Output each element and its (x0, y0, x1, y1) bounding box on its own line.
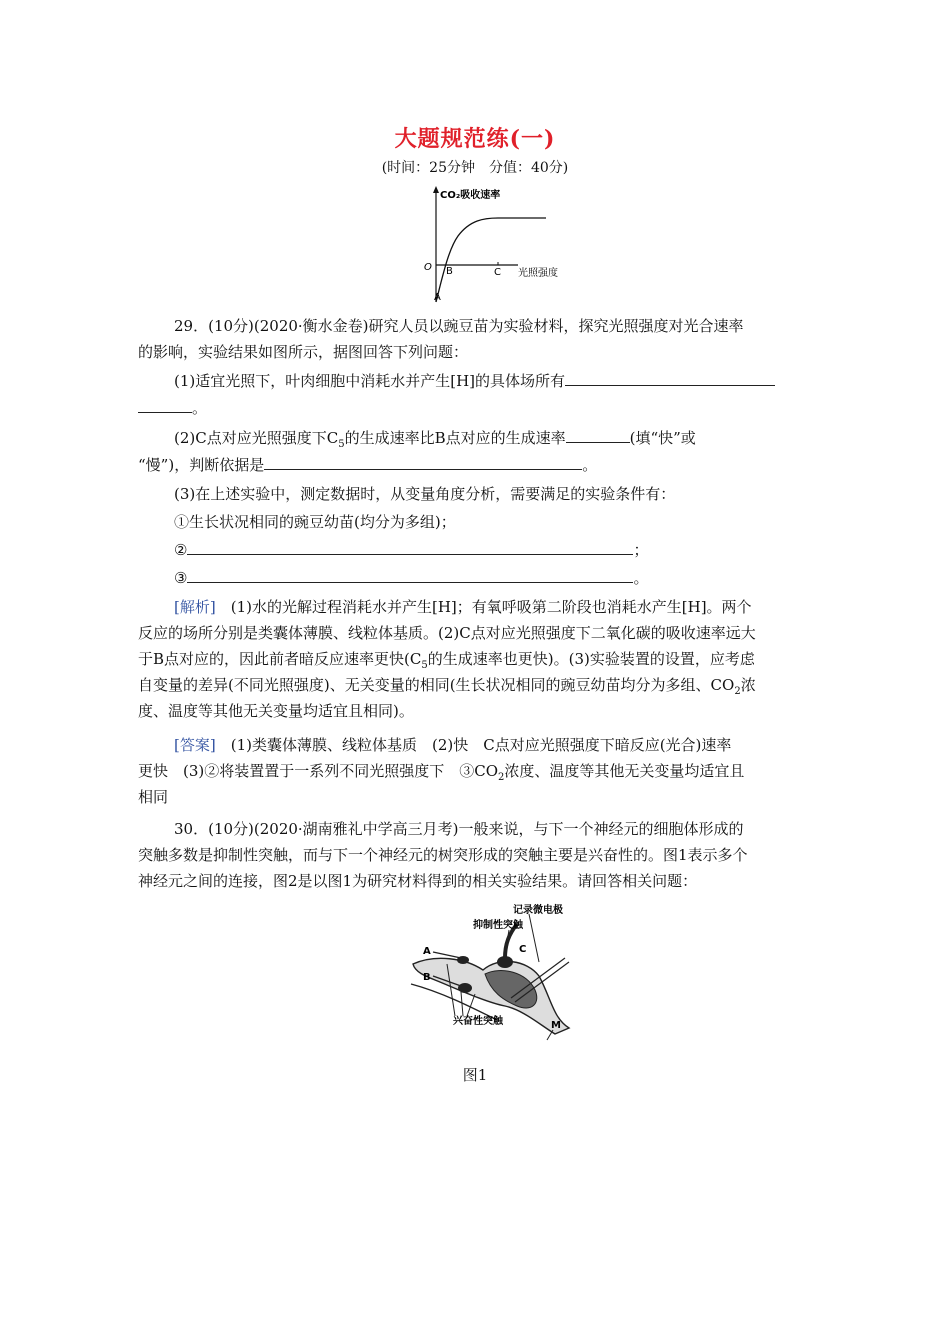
analysis-text-3b: 的生成速率也更快)。(3)实验装置的设置，应考虑 (427, 650, 755, 668)
answer-line-3: 相同 (138, 788, 169, 806)
leader-excitatory-c (467, 994, 475, 1016)
label-electrode: 记录微电极 (513, 905, 563, 916)
q30-line-3: 神经元之间的连接，图2是以图1为研究材料得到的相关实验结果。请回答相关问题： (138, 872, 698, 890)
neuron-synapse-figure (405, 902, 585, 1054)
x-axis-label: 光照强度 (518, 268, 558, 279)
label-a: A (423, 946, 431, 957)
answer-text-2b: 浓度、温度等其他无关变量均适宜且 (504, 762, 745, 780)
analysis-sub-4: 2 (734, 686, 741, 697)
q29-part3: (3)在上述实验中，测定数据时，从变量角度分析，需要满足的实验条件有： (174, 485, 676, 503)
analysis-text-4a: 自变量的差异(不同光照强度)、无关变量的相同(生长状况相同的豌豆幼苗均分为多组、CO (138, 676, 735, 694)
terminal-a (457, 956, 469, 964)
analysis-line-2: 反应的场所分别是类囊体薄膜、线粒体基质。(2)C点对应光照强度下二氧化碳的吸收速率远大 (138, 624, 756, 642)
q29-condition-1: ①生长状况相同的豌豆幼苗(均分为多组)； (174, 513, 456, 531)
q29-condition-3-end: 。 (633, 569, 649, 587)
q29-condition-3 (174, 565, 648, 591)
q29-part2-blank[interactable] (566, 425, 630, 443)
figure-1-caption: 图1 (462, 1066, 488, 1084)
q29-part2-reason-blank[interactable] (264, 452, 582, 470)
label-b: B (423, 972, 431, 983)
q29-part1-text: (1)适宜光照下，叶肉细胞中消耗水并产生[H]的具体场所有 (174, 372, 566, 390)
label-excitatory: 兴奋性突触 (453, 1016, 503, 1027)
q29-part2-text-a: (2)C点对应光照强度下C (174, 429, 339, 447)
q29-stem-2: 的影响，实验结果如图所示，据图回答下列问题： (138, 343, 469, 361)
point-b-label: B (446, 266, 453, 277)
y-axis-label: CO₂吸收速率 (440, 190, 501, 201)
q29-condition-3-label: ③ (174, 569, 188, 587)
page-subtitle: (时间：25分钟 分值：40分) (381, 160, 569, 176)
q29-part2-text-d: “慢”)，判断依据是 (138, 456, 265, 474)
answer-text-2a: 更快 (3)②将装置置于一系列不同光照强度下 ③CO (138, 762, 499, 780)
answer-line-2 (138, 758, 744, 791)
q30-line-1: 30．(10分)(2020·湖南雅礼中学高三月考)一般来说，与下一个神经元的细胞体形成的 (174, 820, 744, 838)
q29-part1-end: 。 (192, 399, 208, 417)
co2-rate-graph (418, 184, 588, 306)
analysis-text-3a: 于B点对应的，因此前者暗反应速率更快(C (138, 650, 422, 668)
q29-condition-2 (174, 537, 648, 563)
answer-sub-2: 2 (498, 772, 505, 783)
origin-label: O (424, 262, 432, 273)
y-axis-arrow (433, 186, 439, 193)
q29-condition-2-end: ； (633, 541, 649, 559)
q29-part2-text-e: 。 (582, 456, 598, 474)
q29-part1-blank-cont[interactable] (138, 395, 192, 413)
q29-condition-3-blank[interactable] (187, 565, 633, 583)
co2-curve (436, 218, 546, 302)
q29-stem-1: 29．(10分)(2020·衡水金卷)研究人员以豌豆苗为实验材料，探究光照强度对光合速率 (174, 317, 744, 335)
analysis-sub-3: 5 (421, 660, 428, 671)
analysis-text-1: (1)水的光解过程消耗水并产生[H]；有氧呼吸第二阶段也消耗水产生[H]。两个 (215, 598, 752, 616)
label-m: M (551, 1020, 561, 1031)
q29-part1-blank[interactable] (565, 368, 775, 386)
label-c: C (519, 944, 527, 955)
page-title: 大题规范练(一) (394, 126, 556, 152)
answer-text-1: (1)类囊体薄膜、线粒体基质 (2)快 C点对应光照强度下暗反应(光合)速率 (215, 736, 732, 754)
q29-part2-cont (138, 452, 597, 478)
point-a-label: A (434, 292, 441, 303)
q29-part1-cont (138, 395, 207, 421)
answer-tag: [答案] (174, 736, 216, 754)
terminal-b (458, 983, 472, 993)
leader-electrode (529, 914, 539, 962)
terminal-c (497, 956, 513, 968)
axon-a (433, 952, 461, 958)
analysis-line-5: 度、温度等其他无关变量均适宜且相同)。 (138, 702, 414, 720)
q29-part2-text-b: 的生成速率比B点对应的生成速率 (344, 429, 566, 447)
analysis-text-4b: 浓 (740, 676, 756, 694)
q29-part2-text-c: (填“快”或 (629, 429, 696, 447)
q29-part1 (174, 368, 775, 394)
q29-part2-sub: 5 (338, 439, 345, 450)
point-c-label: C (494, 267, 501, 278)
q30-line-2: 突触多数是抑制性突触，而与下一个神经元的树突形成的突触主要是兴奋性的。图1表示多个 (138, 846, 748, 864)
label-inhibitory: 抑制性突触 (473, 920, 523, 931)
analysis-tag: [解析] (174, 598, 216, 616)
q29-condition-2-blank[interactable] (187, 537, 633, 555)
analysis-line-1 (174, 594, 752, 620)
answer-line-1 (174, 732, 731, 758)
q29-condition-2-label: ② (174, 541, 188, 559)
